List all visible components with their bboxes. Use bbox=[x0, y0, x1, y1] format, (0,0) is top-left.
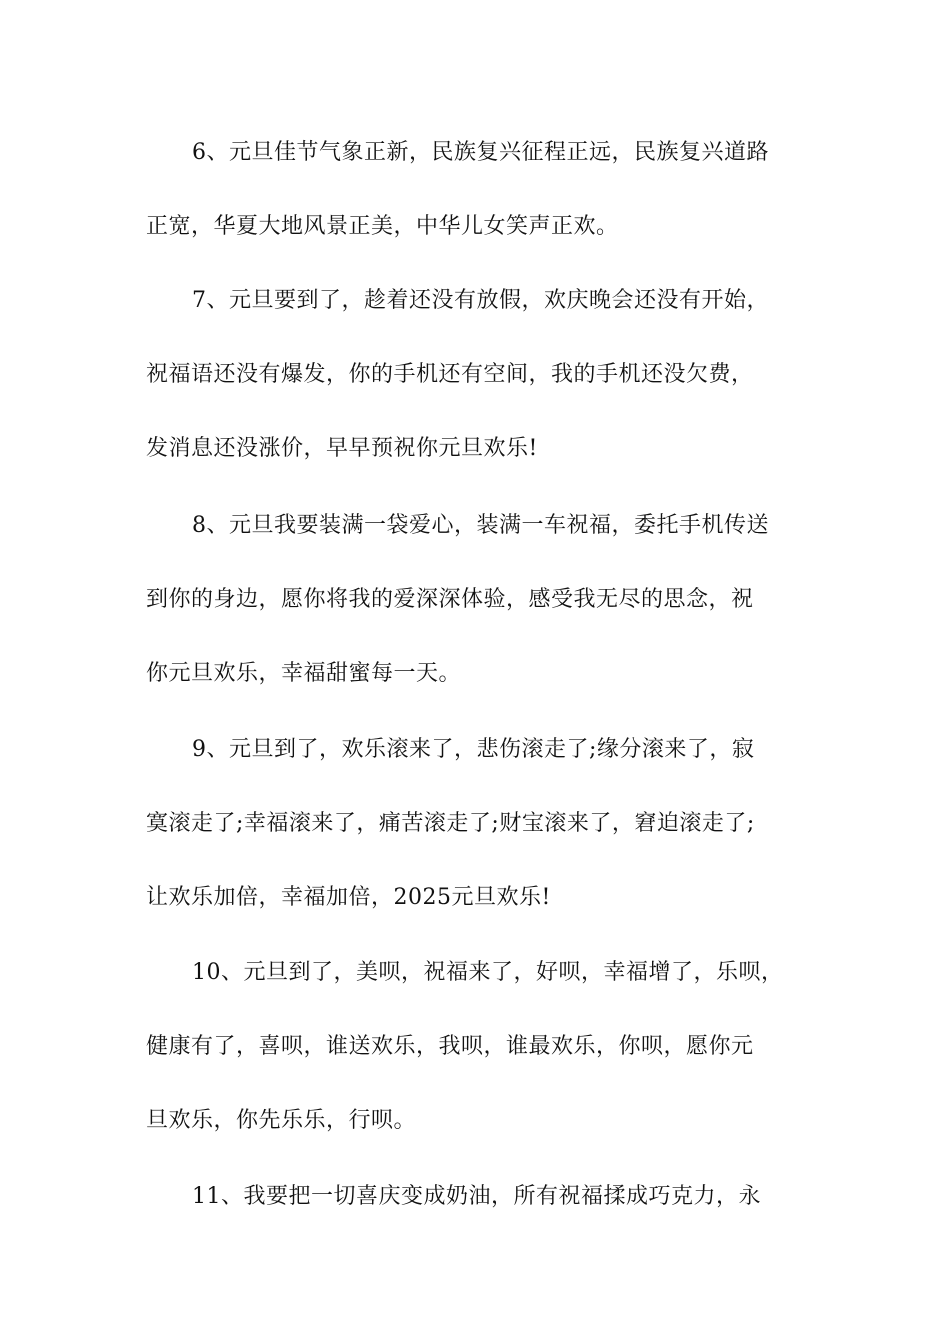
text-line: 健康有了，喜呗，谁送欢乐，我呗，谁最欢乐，你呗，愿你元 bbox=[146, 1034, 754, 1059]
text-line: 你元旦欢乐，幸福甜蜜每一天。 bbox=[146, 661, 462, 686]
text-line: 7、元旦要到了，趁着还没有放假，欢庆晚会还没有开始， bbox=[192, 288, 769, 313]
paragraph-6 bbox=[146, 116, 816, 264]
text-line: 正宽，华夏大地风景正美，中华儿女笑声正欢。 bbox=[146, 214, 619, 239]
paragraph-10 bbox=[146, 936, 816, 1158]
text-line: 寞滚走了;幸福滚来了，痛苦滚走了;财宝滚来了，窘迫滚走了; bbox=[146, 811, 755, 836]
text-line: 11、我要把一切喜庆变成奶油，所有祝福揉成巧克力，永 bbox=[192, 1184, 761, 1209]
text-line: 10、元旦到了，美呗，祝福来了，好呗，幸福增了，乐呗， bbox=[192, 960, 784, 985]
text-line: 祝福语还没有爆发，你的手机还有空间，我的手机还没欠费， bbox=[146, 362, 754, 387]
text-line: 到你的身边，愿你将我的爱深深体验，感受我无尽的思念，祝 bbox=[146, 587, 754, 612]
paragraph-8 bbox=[146, 489, 816, 711]
text-line: 发消息还没涨价，早早预祝你元旦欢乐! bbox=[146, 436, 538, 461]
text-line: 6、元旦佳节气象正新，民族复兴征程正远，民族复兴道路 bbox=[192, 140, 769, 165]
paragraph-7 bbox=[146, 264, 816, 486]
paragraph-9 bbox=[146, 713, 816, 935]
text-line: 旦欢乐，你先乐乐，行呗。 bbox=[146, 1108, 417, 1133]
text-line: 让欢乐加倍，幸福加倍，2025元旦欢乐! bbox=[146, 885, 551, 910]
text-line: 8、元旦我要装满一袋爱心，装满一车祝福，委托手机传送 bbox=[192, 513, 769, 538]
text-line: 9、元旦到了，欢乐滚来了，悲伤滚走了;缘分滚来了，寂 bbox=[192, 737, 755, 762]
paragraph-11 bbox=[146, 1160, 816, 1234]
